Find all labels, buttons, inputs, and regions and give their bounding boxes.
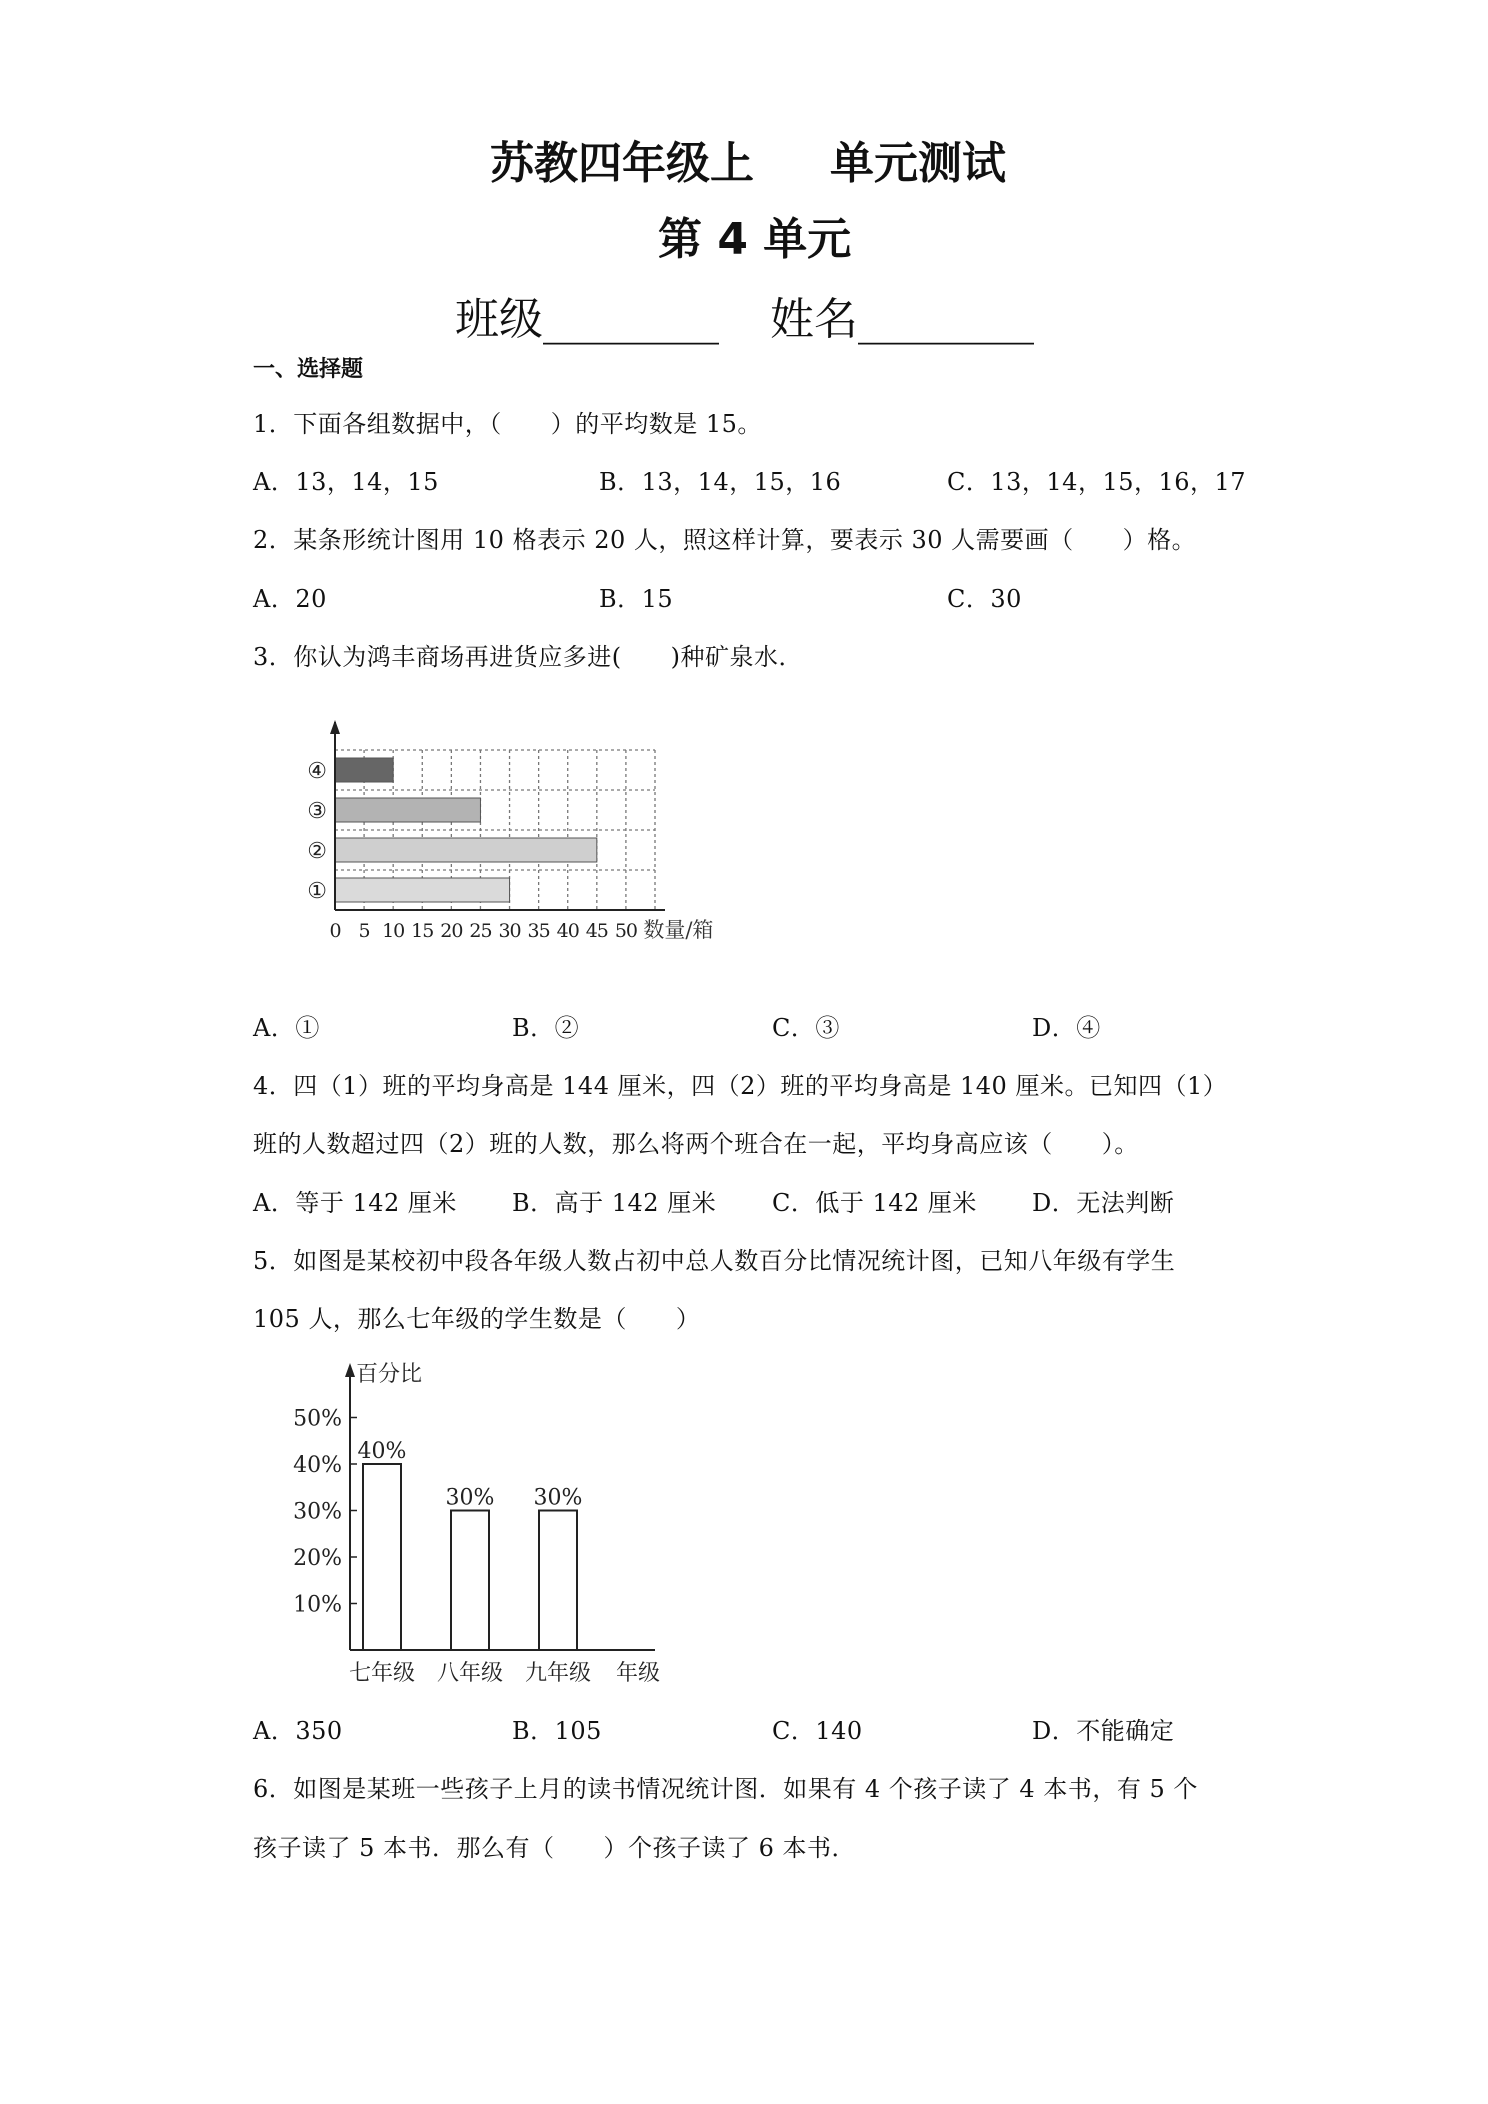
- q4-option-d[interactable]: D．无法判断: [1032, 1189, 1175, 1217]
- q5-option-b[interactable]: B．105: [512, 1717, 602, 1745]
- q2-option-c[interactable]: C．30: [947, 585, 1022, 613]
- bar-1: [363, 1464, 401, 1650]
- q2-option-b[interactable]: B．15: [599, 585, 674, 613]
- q4-option-a[interactable]: A．等于 142 厘米: [253, 1189, 457, 1217]
- class-field[interactable]: 班级________: [455, 294, 719, 345]
- x-tick-label: 50: [614, 920, 638, 942]
- stock-bar-chart: [290, 710, 770, 970]
- q3-option-a[interactable]: A．①: [253, 1014, 320, 1042]
- q5-option-a[interactable]: A．350: [253, 1717, 343, 1745]
- q2-option-a[interactable]: A．20: [253, 585, 327, 613]
- y-tick-label: 50%: [293, 1406, 342, 1432]
- category-label: ③: [307, 799, 327, 824]
- q3-option-b[interactable]: B．②: [512, 1014, 580, 1042]
- bar-2: [335, 838, 597, 862]
- q3-option-d[interactable]: D．④: [1032, 1014, 1101, 1042]
- y-axis-label: 百分比: [356, 1362, 423, 1387]
- bar-2: [451, 1511, 489, 1651]
- y-tick-label: 20%: [293, 1546, 342, 1571]
- bar-1: [335, 878, 510, 902]
- q5-stem-line2: 105 人，那么七年级的学生数是（ ）: [253, 1305, 701, 1333]
- x-tick-label: 10: [382, 920, 405, 942]
- q3-stem: 3．你认为鸿丰商场再进货应多进( )种矿泉水．: [253, 643, 803, 671]
- q5-option-d[interactable]: D．不能确定: [1032, 1717, 1175, 1745]
- x-tick-label: 45: [585, 920, 608, 942]
- q4-option-b[interactable]: B．高于 142 厘米: [512, 1189, 717, 1217]
- category-label: ①: [307, 879, 327, 904]
- q5-stem-line1: 5．如图是某校初中段各年级人数占初中总人数百分比情况统计图，已知八年级有学生: [253, 1247, 1176, 1275]
- q2-stem: 2．某条形统计图用 10 格表示 20 人，照这样计算，要表示 30 人需要画（ ）格。: [253, 526, 1197, 554]
- q6-stem-line1: 6．如图是某班一些孩子上月的读书情况统计图．如果有 4 个孩子读了 4 本书，有 5 个: [253, 1775, 1198, 1803]
- bar-3: [335, 798, 480, 822]
- grade-percent-chart: [280, 1345, 680, 1685]
- q4-stem-line1: 4．四（1）班的平均身高是 144 厘米，四（2）班的平均身高是 140 厘米。已知四（1）: [253, 1072, 1228, 1100]
- q1-stem: 1．下面各组数据中，（ ）的平均数是 15。: [253, 410, 762, 438]
- y-tick-label: 30%: [293, 1499, 342, 1525]
- q4-stem-line2: 班的人数超过四（2）班的人数，那么将两个班合在一起，平均身高应该（ ）。: [253, 1130, 1139, 1158]
- data-label: 40%: [357, 1439, 407, 1464]
- data-label: 30%: [533, 1485, 583, 1511]
- category-label: 七年级: [348, 1661, 416, 1685]
- bar-3: [539, 1511, 577, 1651]
- category-label: ②: [307, 839, 327, 864]
- x-tick-label: 25: [469, 920, 492, 942]
- bar-4: [335, 758, 393, 782]
- title-right: 单元测试: [830, 138, 1006, 189]
- category-label: 八年级: [436, 1661, 504, 1685]
- y-tick-label: 10%: [293, 1592, 342, 1618]
- data-label: 30%: [445, 1485, 495, 1511]
- x-tick-label: 35: [527, 920, 550, 942]
- y-axis-arrow: [345, 1363, 355, 1377]
- x-tick-label: 30: [498, 920, 521, 942]
- name-field[interactable]: 姓名________: [770, 294, 1034, 345]
- q6-stem-line2: 孩子读了 5 本书．那么有（ ）个孩子读了 6 本书．: [253, 1834, 857, 1862]
- q4-option-c[interactable]: C．低于 142 厘米: [772, 1189, 977, 1217]
- q1-option-a[interactable]: A．13，14，15: [253, 468, 439, 496]
- q3-option-c[interactable]: C．③: [772, 1014, 840, 1042]
- x-axis-label: 数量/箱: [643, 918, 714, 942]
- q1-option-b[interactable]: B．13，14，15，16: [599, 468, 842, 496]
- category-label: ④: [307, 759, 327, 784]
- section-title: 一、选择题: [253, 357, 364, 382]
- title-left: 苏教四年级上: [490, 138, 754, 189]
- x-tick-label: 5: [358, 920, 370, 942]
- x-axis-label: 年级: [615, 1661, 661, 1685]
- unit-title: 第 4 单元: [658, 214, 852, 265]
- y-axis-arrow: [330, 720, 340, 734]
- q5-option-c[interactable]: C．140: [772, 1717, 863, 1745]
- category-label: 九年级: [524, 1661, 592, 1685]
- x-tick-label: 20: [440, 920, 463, 942]
- x-tick-label: 0: [329, 920, 341, 942]
- x-tick-label: 15: [411, 920, 434, 942]
- x-tick-label: 40: [556, 920, 579, 942]
- y-tick-label: 40%: [293, 1453, 342, 1478]
- q1-option-c[interactable]: C．13，14，15，16，17: [947, 468, 1247, 496]
